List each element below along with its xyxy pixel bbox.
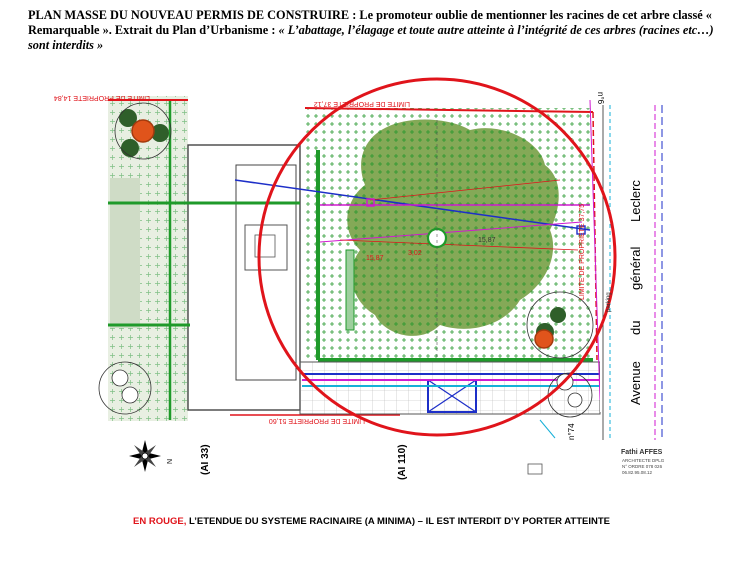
cyan-connector <box>540 420 555 438</box>
limit-right-label: LIMITE DE PROPRIETE 37,75 <box>579 203 586 300</box>
street-word-du: du <box>628 320 643 335</box>
north-arrow-icon <box>129 440 161 472</box>
street-word-avenue: Avenue <box>628 361 643 405</box>
street-number-top: n°6 <box>596 92 605 105</box>
tree-dark-2 <box>121 139 139 157</box>
measure-b-label: 3,02 <box>408 250 422 257</box>
existing-building-outline <box>188 145 300 410</box>
caption-red-part: EN ROUGE, <box>133 516 187 527</box>
left-planting-strip <box>110 178 140 328</box>
parking-label: parking <box>606 292 612 312</box>
architect-line-1: ARCHITECTE DPLG <box>622 458 665 463</box>
architect-line-3: 06.82.95.08.12 <box>622 470 653 475</box>
north-label: N <box>167 458 174 464</box>
limit-top-right-label: LIMITE DE PROPRIETE 37,12 <box>313 100 410 107</box>
tree-outline-small-4 <box>568 393 582 407</box>
lower-building-strip <box>300 362 600 414</box>
green-hedge-block <box>346 250 354 330</box>
tree-orange-2 <box>535 330 553 348</box>
limit-bottom-label: LIMITE DE PROPRIETE 51,60 <box>268 417 365 424</box>
tree-trunk-marker <box>428 229 446 247</box>
drain-marker <box>528 464 542 474</box>
heading-main-text: PLAN MASSE DU NOUVEAU PERMIS DE CONSTRUIRE : Le promoteur oublie de mentionner les racines de cet arbre classé « Remarquable ». Extrait du Plan d’Urbanisme : <box>28 8 712 37</box>
street-number-bottom: n°74 <box>567 423 576 440</box>
tree-outline-small-1 <box>112 370 128 386</box>
street-word-leclerc: Leclerc <box>628 180 643 222</box>
limit-top-left-label: LIMITE DE PROPRIETE 14,84 <box>53 94 150 101</box>
caption <box>0 516 743 527</box>
tree-outline-small-2 <box>122 387 138 403</box>
parcel-ai110-label: (AI 110) <box>397 444 408 480</box>
architect-line-2: N° ORDRE 078 026 <box>622 464 663 469</box>
caption-black-part: L’ETENDUE DU SYSTEME RACINAIRE (A MINIMA) – IL EST INTERDIT D’Y PORTER ATTEINTE <box>186 516 610 527</box>
tree-orange-1 <box>132 120 154 142</box>
measure-a-label: 15,87 <box>478 237 496 244</box>
heading-quote-text: « L’abattage, l’élagage et toute autre atteinte à l’intégrité de ces arbres (racines etc…) sont interdits » <box>28 23 714 52</box>
measure-c-label: 15,87 <box>366 255 384 262</box>
parcel-ai33-label: (AI 33) <box>200 444 211 475</box>
street-word-general: général <box>628 246 643 290</box>
tree-dark-4 <box>550 307 566 323</box>
architect-name: Fathi AFFES <box>621 449 663 456</box>
